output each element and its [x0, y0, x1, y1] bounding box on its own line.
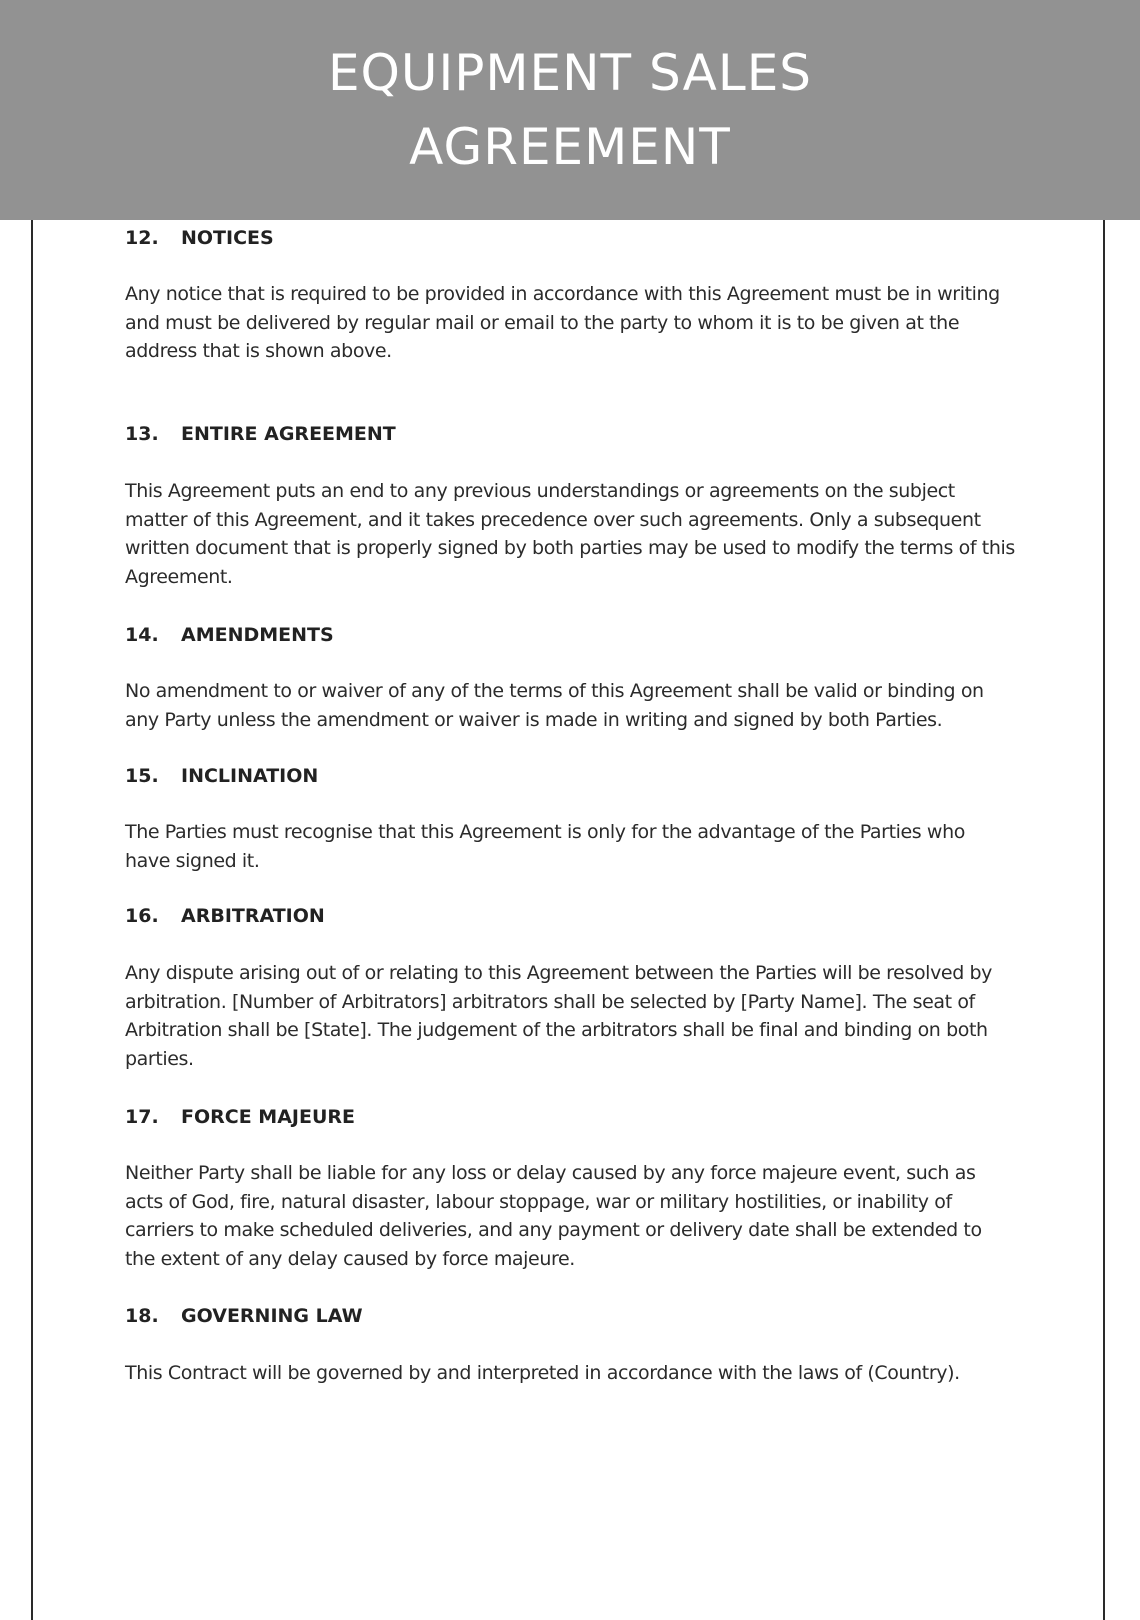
- section-title: AMENDMENTS: [181, 624, 334, 646]
- banner-title-line-1: EQUIPMENT SALES: [327, 44, 813, 102]
- section-title: FORCE MAJEURE: [181, 1106, 355, 1128]
- section-heading-arbitration: [125, 902, 1015, 930]
- section-text-inclination: The Parties must recognise that this Agreement is only for the advantage of the Parties who have signed it.: [125, 821, 965, 872]
- section-heading-governing-law: [125, 1302, 1015, 1330]
- title-banner: [0, 0, 1140, 220]
- section-heading-inclination: [125, 762, 1015, 790]
- section-number: 18.: [125, 1305, 159, 1327]
- section-text-entire-agreement: This Agreement puts an end to any previous understandings or agreements on the subject matter of this Agreement, and it takes precedence over such agreements. Only a subsequent written document that is properly signed by both parties may be used to modify the terms of this Agreement.: [125, 480, 1015, 588]
- section-number: 14.: [125, 624, 159, 646]
- section-heading-force-majeure: [125, 1103, 1015, 1131]
- section-text-governing-law: This Contract will be governed by and interpreted in accordance with the laws of (Country).: [125, 1362, 960, 1384]
- section-text-notices: Any notice that is required to be provided in accordance with this Agreement must be in writing and must be delivered by regular mail or email to the party to whom it is to be given at the address that is shown above.: [125, 283, 1000, 362]
- section-number: 16.: [125, 905, 159, 927]
- section-text-force-majeure: Neither Party shall be liable for any loss or delay caused by any force majeure event, such as acts of God, fire, natural disaster, labour stoppage, war or military hostilities, or inability of carriers to make scheduled deliveries, and any payment or delivery date shall be extended to the extent of any delay caused by force majeure.: [125, 1162, 982, 1270]
- section-number: 12.: [125, 227, 159, 249]
- section-text-arbitration: Any dispute arising out of or relating to this Agreement between the Parties will be resolved by arbitration. [Number of Arbitrators] arbitrators shall be selected by [Party Name]. The seat of Arbitration shall be [State]. The judgement of the arbitrators shall be final and binding on both parties.: [125, 962, 993, 1070]
- section-title: INCLINATION: [181, 765, 319, 787]
- section-number: 13.: [125, 423, 159, 445]
- section-number: 15.: [125, 765, 159, 787]
- section-heading-amendments: [125, 621, 1015, 649]
- banner-title-line-2: AGREEMENT: [409, 118, 731, 176]
- section-heading-entire-agreement: [125, 420, 1015, 448]
- section-title: GOVERNING LAW: [181, 1305, 363, 1327]
- section-heading-notices: [125, 224, 1015, 252]
- section-title: NOTICES: [181, 227, 274, 249]
- section-title: ARBITRATION: [181, 905, 325, 927]
- section-title: ENTIRE AGREEMENT: [181, 423, 396, 445]
- section-text-amendments: No amendment to or waiver of any of the terms of this Agreement shall be valid or binding on any Party unless the amendment or waiver is made in writing and signed by both Parties.: [125, 680, 984, 731]
- section-number: 17.: [125, 1106, 159, 1128]
